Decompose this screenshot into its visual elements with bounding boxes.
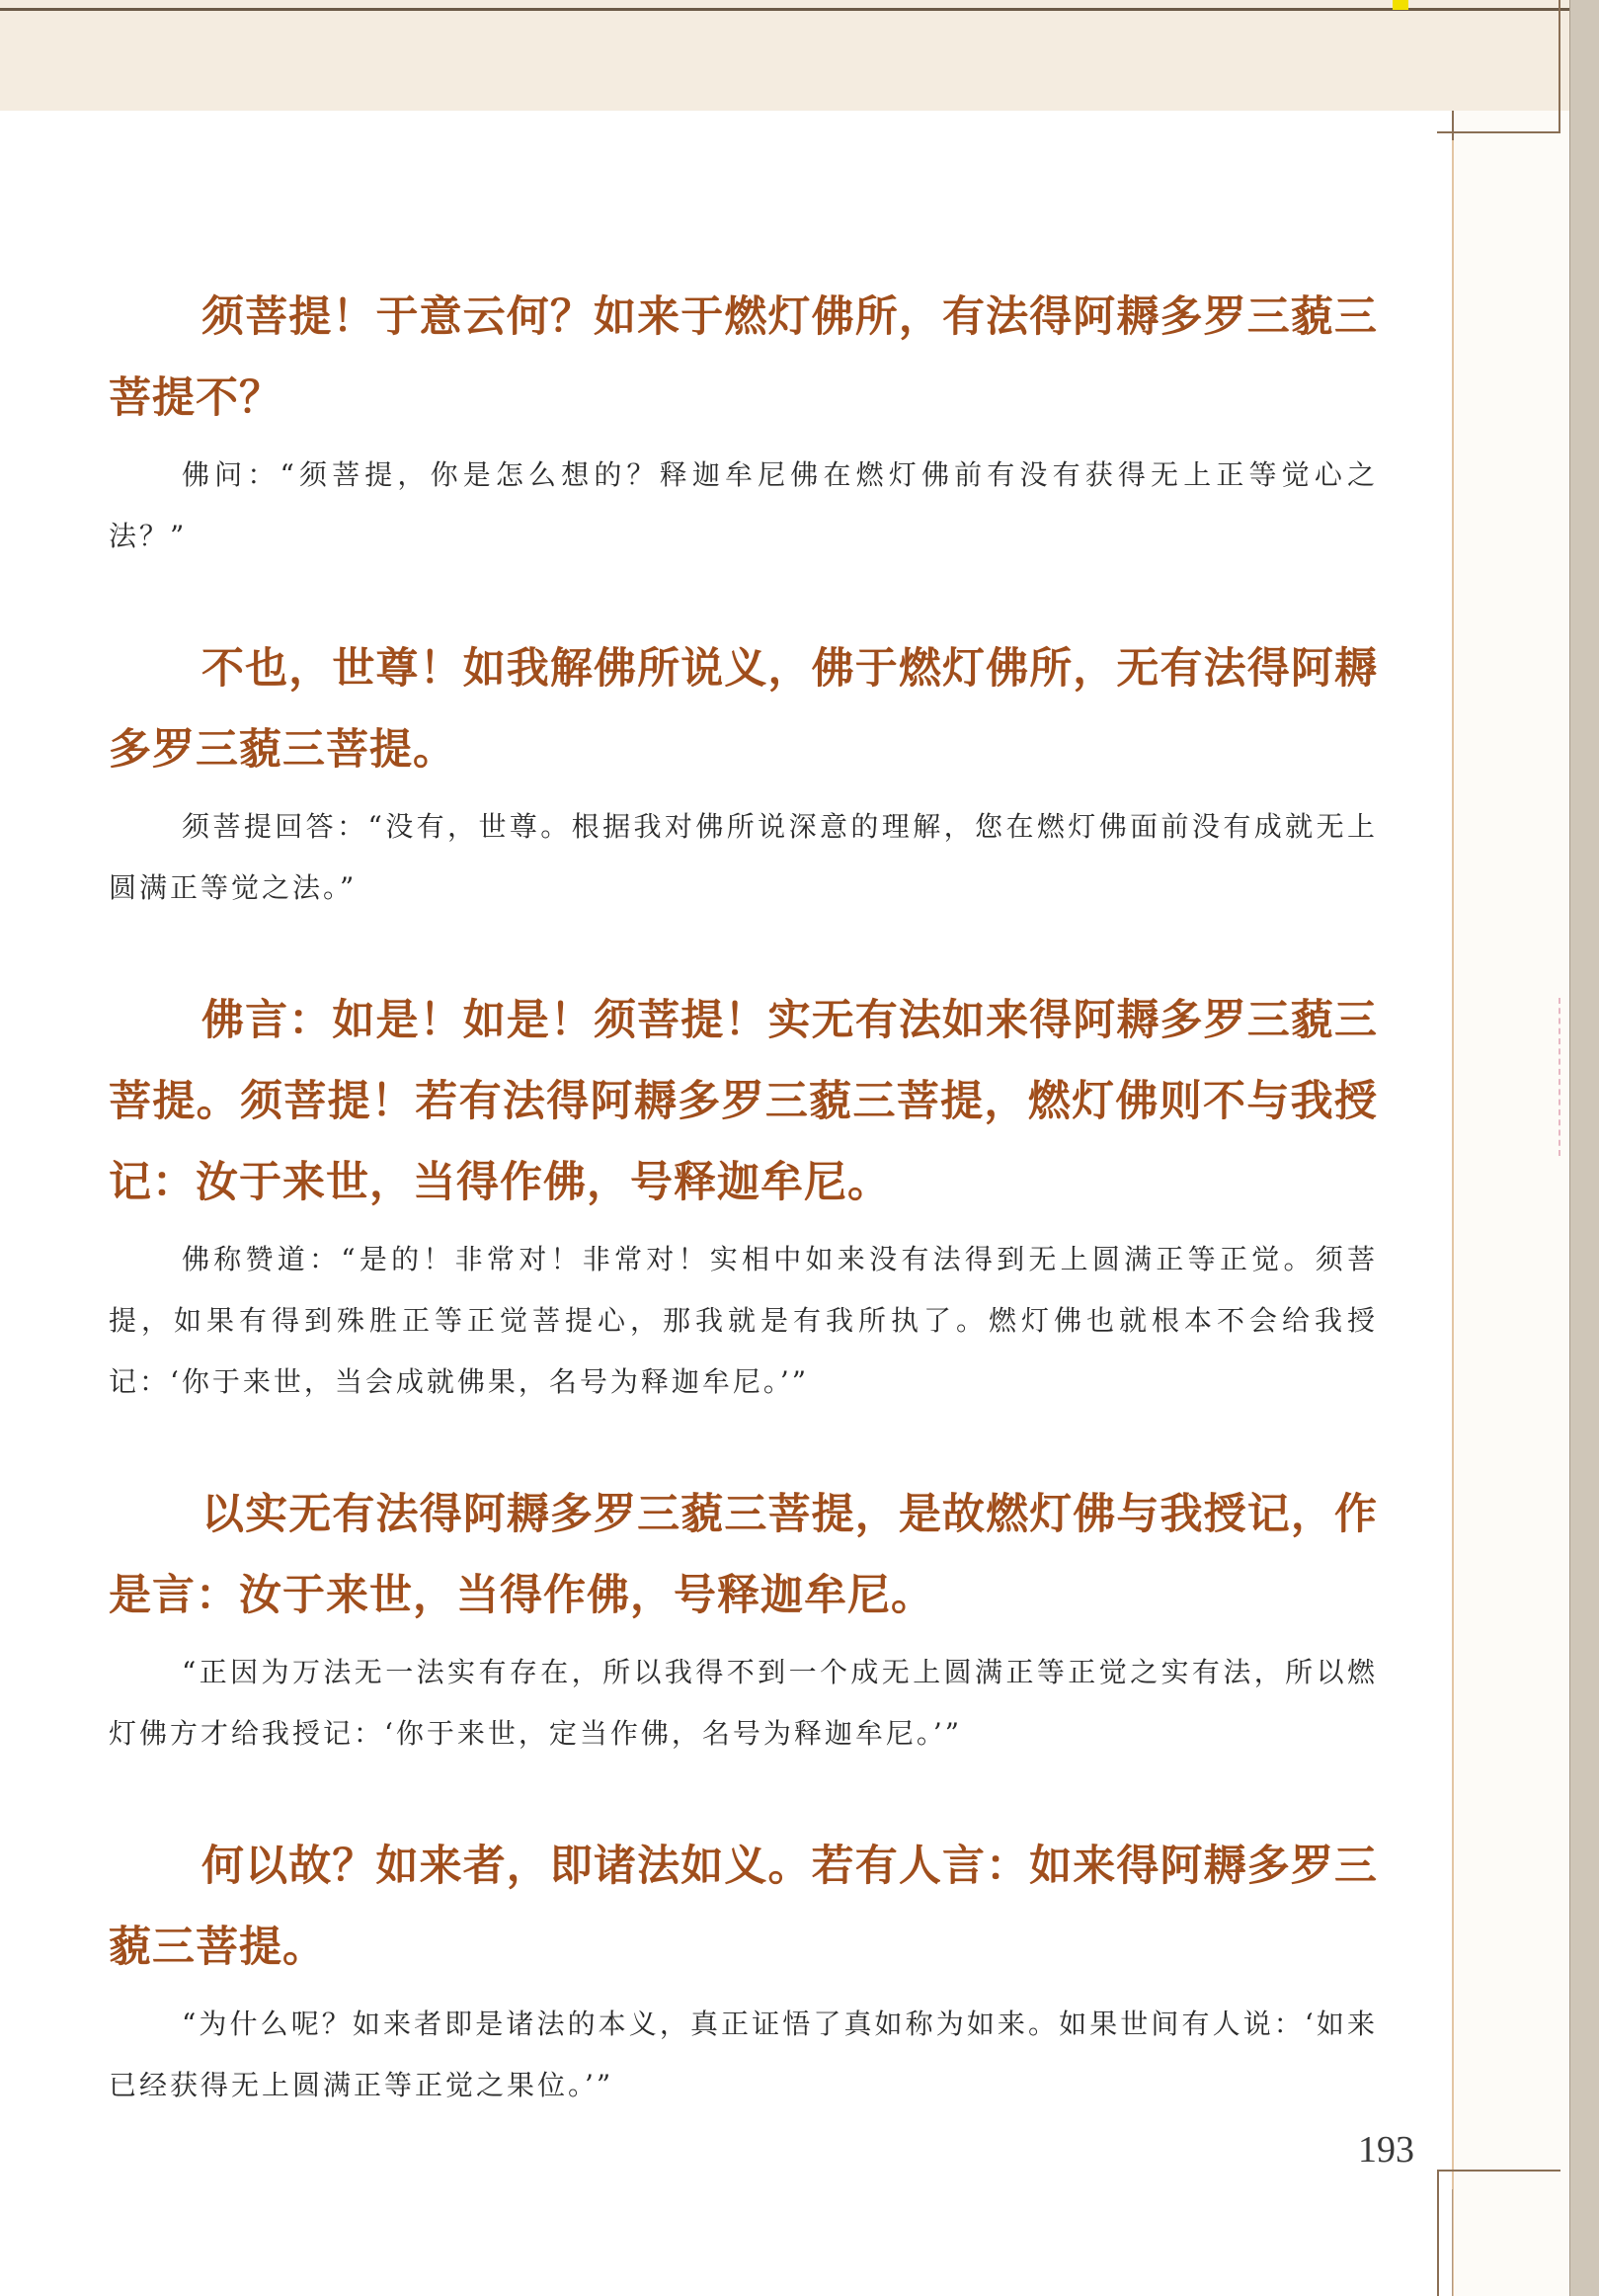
sutra-section-1 [109, 277, 1378, 567]
sutra-verse: 须菩提！于意云何？如来于燃灯佛所，有法得阿耨多罗三藐三菩提不？ [109, 292, 1378, 423]
corner-frame-bottom-right-inner [1452, 2189, 1560, 2296]
main-content [109, 277, 1378, 2177]
sutra-section-3 [109, 980, 1378, 1413]
sutra-section-5 [109, 1826, 1378, 2116]
margin-tick-marks [1559, 998, 1564, 1156]
right-page-edge [1569, 0, 1599, 2296]
verse-translation: 佛问：“须菩提，你是怎么想的？释迦牟尼佛在燃灯佛前有没有获得无上正等觉心之法？” [109, 458, 1378, 552]
sutra-verse: 不也，世尊！如我解佛所说义，佛于燃灯佛所，无有法得阿耨多罗三藐三菩提。 [109, 644, 1378, 775]
sutra-section-4 [109, 1474, 1378, 1764]
verse-translation: 须菩提回答：“没有，世尊。根据我对佛所说深意的理解，您在燃灯佛面前没有成就无上圆满正等觉之法。” [109, 810, 1378, 904]
top-edge-line [0, 8, 1570, 11]
corner-frame-top-right-inner [1452, 111, 1560, 140]
verse-translation: “为什么呢？如来者即是诸法的本义，真正证悟了真如称为如来。如果世间有人说：‘如来已经获得无上圆满正等正觉之果位。’” [109, 2008, 1378, 2101]
top-margin-band [0, 0, 1599, 113]
verse-translation: “正因为万法无一法实有存在，所以我得不到一个成无上圆满正等正觉之实有法，所以燃灯佛方才给我授记：‘你于来世，定当作佛，名号为释迦牟尼。’” [109, 1656, 1378, 1750]
page-number: 193 [1358, 2129, 1414, 2171]
sutra-verse: 以实无有法得阿耨多罗三藐三菩提，是故燃灯佛与我授记，作是言：汝于来世，当得作佛，号释迦牟尼。 [109, 1490, 1378, 1620]
verse-translation: 佛称赞道：“是的！非常对！非常对！实相中如来没有法得到无上圆满正等正觉。须菩提，如果有得到殊胜正等正觉菩提心，那我就是有我所执了。燃灯佛也就根本不会给我授记：‘你于来世，当会成就佛果，名号为释迦牟尼。’” [109, 1243, 1378, 1398]
yellow-marker [1393, 0, 1408, 10]
right-margin-band [1452, 111, 1571, 2296]
sutra-verse: 何以故？如来者，即诸法如义。若有人言：如来得阿耨多罗三藐三菩提。 [109, 1842, 1378, 1972]
sutra-section-2 [109, 628, 1378, 919]
sutra-verse: 佛言：如是！如是！须菩提！实无有法如来得阿耨多罗三藐三菩提。须菩提！若有法得阿耨多罗三藐三菩提，燃灯佛则不与我授记：汝于来世，当得作佛，号释迦牟尼。 [109, 996, 1378, 1207]
